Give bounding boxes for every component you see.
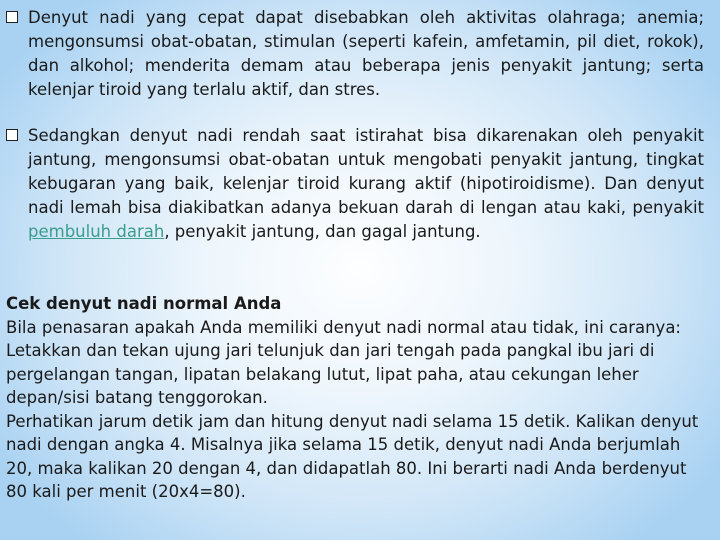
checkbox-bullet-icon (6, 129, 18, 141)
section-paragraph-1: Bila penasaran apakah Anda memiliki denyut nadi normal atau tidak, ini caranya: Letakkan dan tekan ujung jari telunjuk dan jari tengah pada pangkal ibu jari di pergelangan tangan, lipatan belakang lutut, lipat paha, atau cekungan leher depan/sisi batang tenggorokan. (6, 317, 681, 407)
section-paragraph-2: Perhatikan jarum detik jam dan hitung denyut nadi selama 15 detik. Kalikan denyut nadi dengan angka 4. Misalnya jika selama 15 detik, denyut nadi Anda berjumlah 20, maka kalikan 20 dengan 4, dan didapatlah 80. Ini berarti nadi Anda berdenyut 80 kali per menit (20x4=80). (6, 411, 699, 501)
pembuluh-darah-link[interactable]: pembuluh darah (28, 222, 165, 241)
bullet-text-after: , penyakit jantung, dan gagal jantung. (164, 222, 481, 241)
bullet-item-slow-pulse (6, 124, 704, 244)
pulse-check-section (6, 292, 706, 504)
bullet-text: Denyut nadi yang cepat dapat disebabkan oleh aktivitas olahraga; anemia; mengonsumsi obat-obatan, stimulan (seperti kafein, amfetamin, pil diet, rokok), dan alkohol; menderita demam atau beberapa jenis penyakit jantung; serta kelenjar tiroid yang terlalu aktif, dan stres. (28, 8, 704, 99)
bullet-text-before: Sedangkan denyut nadi rendah saat istirahat bisa dikarenakan oleh penyakit jantung, mengonsumsi obat-obatan untuk mengobati penyakit jantung, tingkat kebugaran yang baik, kelenjar tiroid kurang aktif (hipotiroidisme). Dan denyut nadi lemah bisa diakibatkan adanya bekuan darah di lengan atau kaki, penyakit (28, 126, 704, 217)
bullet-text (28, 124, 704, 244)
section-heading: Cek denyut nadi normal Anda (6, 294, 282, 313)
checkbox-bullet-icon (6, 11, 18, 23)
bullet-item-fast-pulse (6, 6, 704, 102)
